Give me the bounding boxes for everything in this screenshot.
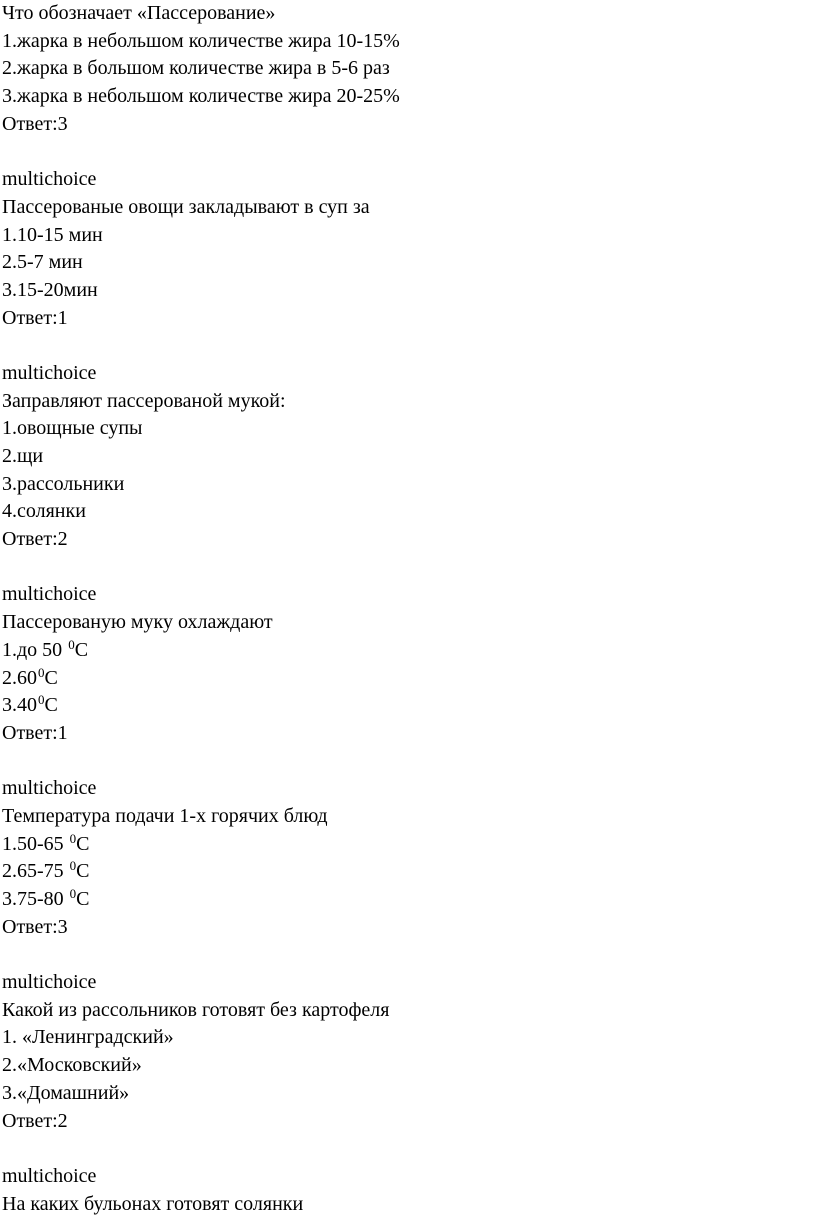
question-title: Заправляют пассерованой мукой: [2, 389, 286, 412]
answer-key: Ответ:2 [2, 1109, 68, 1132]
option-text: 2.60 [2, 666, 37, 689]
degree-superscript: 0 [38, 692, 45, 708]
degree-superscript: 0 [68, 636, 75, 652]
option-unit: С [76, 888, 90, 910]
blank-line [2, 1135, 816, 1163]
question-title: Какой из рассольников готовят без картофеля [2, 998, 390, 1021]
question-title: Температура подачи 1-х горячих блюд [2, 804, 328, 827]
question-title: Что обозначает «Пассерование» [2, 2, 276, 24]
question-block [2, 0, 816, 138]
answer-option [2, 858, 816, 886]
question-block [2, 332, 816, 554]
blank-line [2, 941, 816, 969]
question-type: multichoice [2, 583, 97, 606]
answer-option [2, 692, 816, 720]
question-title: Пассерованую муку охлаждают [2, 611, 273, 634]
question-title: Пассерованые овощи закладывают в суп за [2, 195, 370, 218]
question-block [2, 941, 816, 1135]
question-block [2, 138, 816, 332]
degree-superscript: 0 [69, 858, 77, 874]
answer-option: 4.солянки [2, 500, 86, 523]
option-text: 3.40 [2, 694, 37, 717]
answer-key: Ответ:1 [2, 721, 68, 744]
question-type: multichoice [2, 361, 97, 384]
answer-option: 3.рассольники [2, 472, 125, 495]
option-text: 1.50-65 [2, 832, 69, 855]
option-unit: С [44, 666, 58, 689]
question-type: multichoice [2, 971, 97, 994]
blank-line [2, 332, 816, 360]
question-block [2, 748, 816, 942]
answer-key: Ответ:2 [2, 528, 68, 551]
blank-line [2, 554, 816, 582]
answer-key: Ответ:3 [2, 112, 68, 135]
answer-option: 1.10-15 мин [2, 223, 103, 246]
option-unit: С [74, 638, 89, 661]
option-text: 2.65-75 [2, 860, 69, 883]
answer-option [2, 831, 816, 859]
question-title: На каких бульонах готовят солянки [2, 1192, 304, 1215]
question-type: multichoice [2, 1164, 97, 1187]
answer-option: 2.жарка в большом количестве жира в 5-6 раз [2, 57, 390, 80]
answer-option: 1.жарка в небольшом количестве жира 10-15% [2, 29, 400, 52]
answer-option [2, 637, 816, 665]
answer-option: 2.5-7 мин [2, 251, 83, 274]
option-text: 3.75-80 [2, 888, 69, 910]
answer-option [2, 665, 816, 693]
answer-option: 3.жарка в небольшом количестве жира 20-25% [2, 85, 400, 108]
answer-key: Ответ:1 [2, 306, 68, 329]
answer-key: Ответ:3 [2, 915, 68, 938]
answer-option [2, 886, 816, 914]
question-block [2, 1135, 816, 1218]
blank-line [2, 138, 816, 166]
option-unit: С [76, 832, 90, 855]
question-type: multichoice [2, 777, 97, 800]
blank-line [2, 748, 816, 776]
question-block [2, 554, 816, 748]
option-text: 1.до 50 [2, 638, 68, 661]
answer-option: 1. «Ленинградский» [2, 1026, 174, 1049]
answer-option: 3.«Домашний» [2, 1081, 130, 1104]
degree-superscript: 0 [38, 664, 45, 680]
answer-option: 2.«Московский» [2, 1054, 142, 1077]
answer-option: 2.щи [2, 445, 44, 467]
answer-option: 1.овощные супы [2, 417, 143, 440]
degree-superscript: 0 [69, 830, 77, 846]
degree-superscript: 0 [69, 886, 77, 901]
answer-option: 3.15-20мин [2, 278, 98, 301]
option-unit: С [76, 860, 90, 883]
option-unit: С [44, 694, 58, 717]
question-type: multichoice [2, 168, 97, 191]
